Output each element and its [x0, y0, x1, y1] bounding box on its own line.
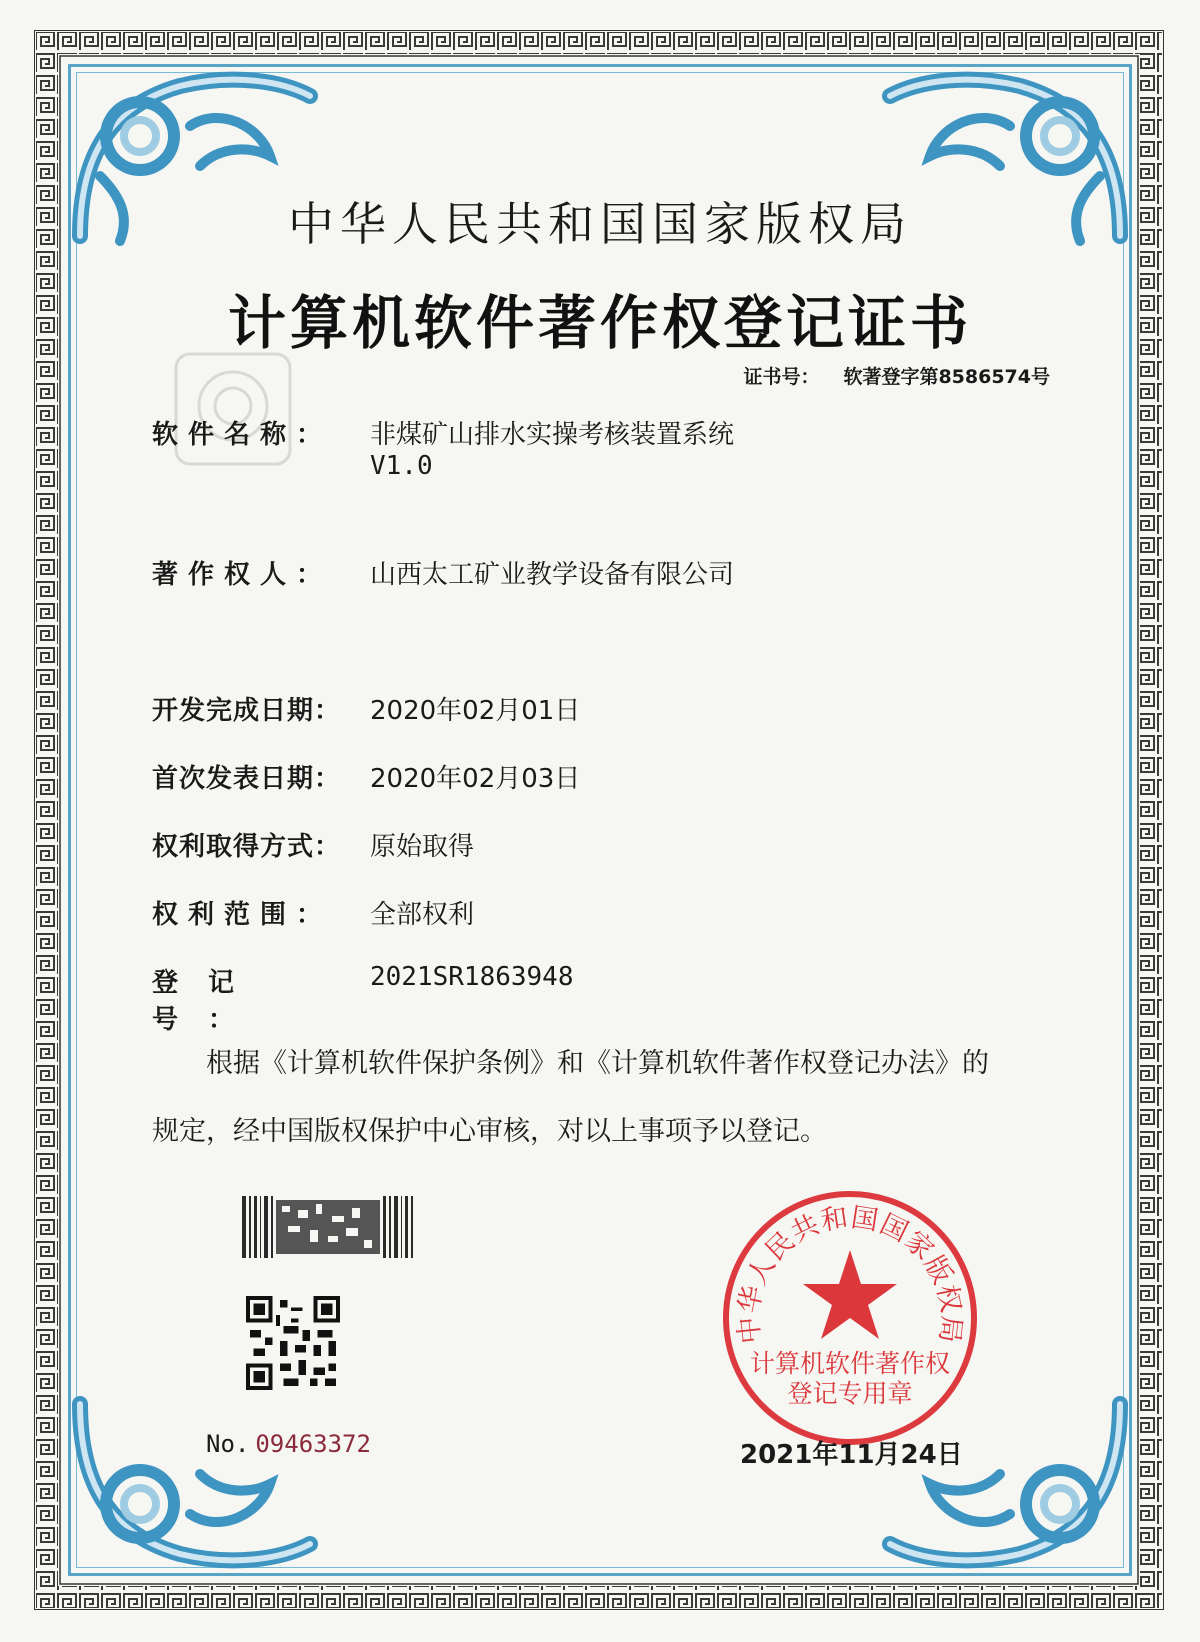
pub-date-label: 首次发表日期： — [152, 764, 342, 794]
owner-row — [152, 554, 734, 591]
acquire-row — [152, 826, 474, 863]
reg-no-row — [152, 962, 574, 1036]
dev-date-row — [152, 690, 580, 727]
serial-value: 09463372 — [255, 1430, 371, 1458]
software-name-label: 软件名称： — [152, 420, 333, 450]
seal-ring-text: 中华人民共和国国家版权局 — [733, 1202, 967, 1346]
cert-no-value: 软著登字第8586574号 — [843, 366, 1050, 388]
statement-line-1: 根据《计算机软件保护条例》和《计算机软件著作权登记办法》的 — [206, 1048, 989, 1079]
seal-inner-line-2: 登记专用章 — [787, 1379, 913, 1408]
reg-no-value: 2021SR1863948 — [370, 962, 574, 992]
serial-prefix: No. — [206, 1430, 250, 1458]
scope-label: 权利范围： — [152, 900, 333, 930]
scope-value: 全部权利 — [370, 900, 475, 930]
certificate-title: 计算机软件著作权登记证书 — [227, 289, 972, 357]
acquire-label: 权利取得方式： — [152, 832, 342, 862]
acquire-value: 原始取得 — [370, 832, 475, 862]
software-version: V1.0 — [370, 451, 433, 481]
software-name-line1: 非煤矿山排水实操考核装置系统 — [370, 420, 735, 450]
certificate-number — [743, 362, 1050, 389]
seal-inner-line-1: 计算机软件著作权 — [749, 1349, 951, 1378]
serial-number — [206, 1430, 371, 1458]
owner-value: 山西太工矿业教学设备有限公司 — [370, 560, 735, 590]
dev-date-label: 开发完成日期： — [152, 696, 342, 726]
pub-date-row — [152, 758, 580, 795]
dev-date-value: 2020年02月01日 — [370, 696, 581, 726]
cert-no-label: 证书号： — [743, 366, 820, 388]
barcode — [240, 1196, 415, 1258]
pub-date-value: 2020年02月03日 — [370, 764, 581, 794]
issue-date: 2021年11月24日 — [740, 1440, 963, 1470]
seal-star — [803, 1250, 897, 1339]
statement-line-2: 规定，经中国版权保护中心审核，对以上事项予以登记。 — [152, 1116, 827, 1147]
reg-no-label: 登记号： — [152, 968, 265, 1035]
corner-ornament-bottom-left — [70, 1394, 320, 1574]
owner-label: 著作权人： — [152, 560, 333, 590]
software-name-value — [370, 414, 734, 481]
issuer-heading: 中华人民共和国国家版权局 — [288, 197, 912, 251]
qr-code — [246, 1296, 340, 1390]
software-name-row — [152, 414, 734, 481]
scope-row — [152, 894, 474, 931]
statement-paragraph — [152, 1030, 1082, 1166]
official-seal — [720, 1188, 980, 1448]
